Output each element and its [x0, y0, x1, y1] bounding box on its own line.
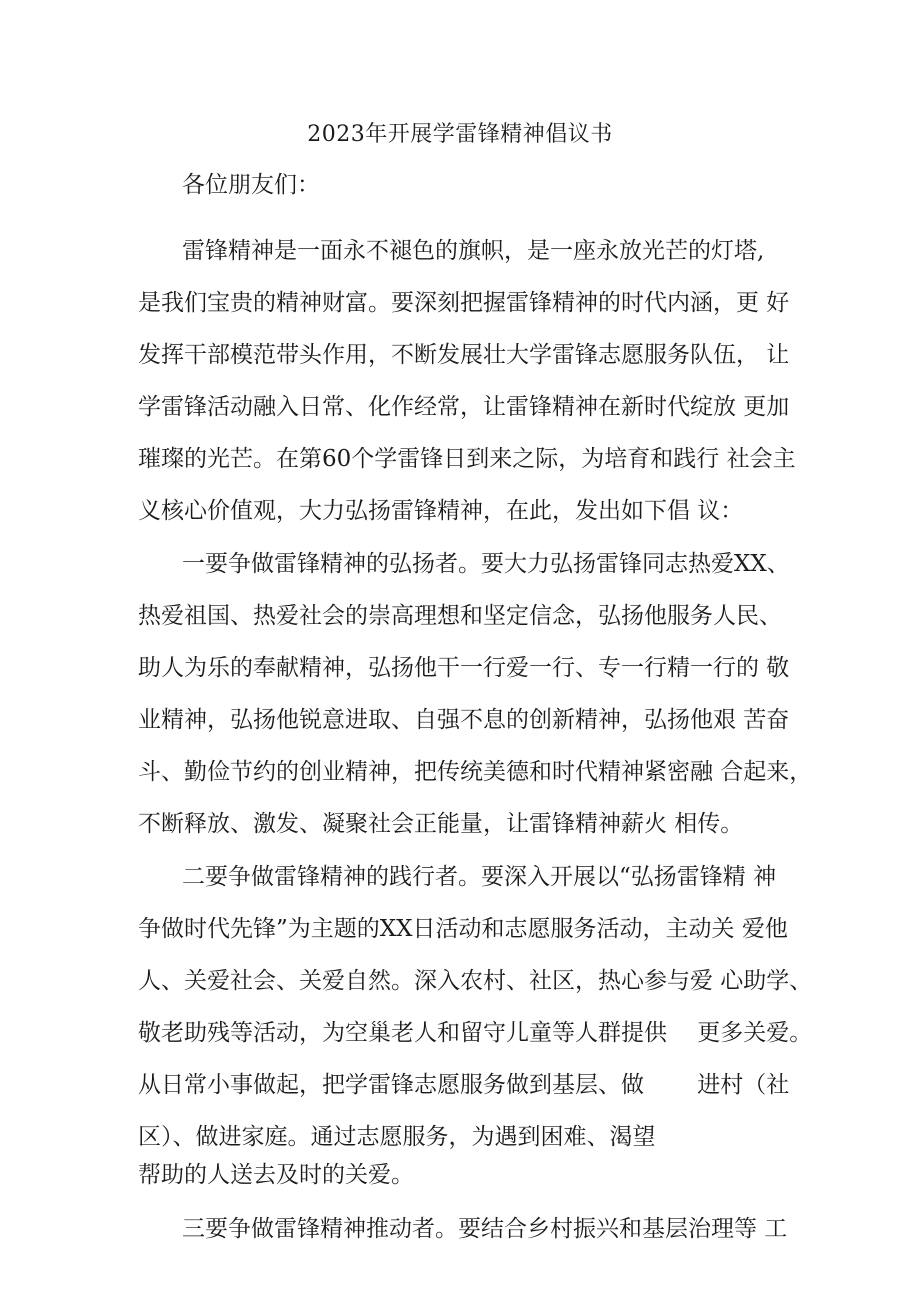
paragraph-line: 发挥干部模范带头作用，不断发展壮大学雷锋志愿服务队伍， 让 [138, 342, 790, 368]
paragraph-line: 业精神，弘扬他锐意进取、自强不息的创新精神，弘扬他艰 苦奋 [138, 707, 790, 733]
paragraph-line: 二要争做雷锋精神的践行者。要深入开展以“弘扬雷锋精 神 [182, 864, 777, 890]
paragraph-line: 是我们宝贵的精神财富。要深刻把握雷锋精神的时代内涵，更 好 [138, 290, 790, 316]
paragraph-line: 人、关爱社会、关爱自然。深入农村、社区，热心参与爱 心助学、 [138, 968, 813, 994]
paragraph-line: 敬老助残等活动，为空巢老人和留守儿童等人群提供 更多关爱。 [138, 1020, 813, 1046]
paragraph-line: 热爱祖国、热爱社会的崇高理想和坚定信念，弘扬他服务人民、 [138, 603, 782, 629]
paragraph-line: 斗、勤俭节约的创业精神，把传统美德和时代精神紧密融 合起来， [138, 759, 813, 785]
paragraph-line: 三要争做雷锋精神推动者。要结合乡村振兴和基层治理等 工 [182, 1216, 788, 1242]
paragraph-line: 帮助的人送去及时的关爱。 [138, 1162, 414, 1188]
document-title: 2023年开展学雷锋精神倡议书 [307, 122, 613, 147]
salutation: 各位朋友们： [182, 172, 320, 198]
paragraph-line: 学雷锋活动融入日常、化作经常，让雷锋精神在新时代绽放 更加 [138, 394, 790, 420]
paragraph-line: 争做时代先锋”为主题的XX日活动和志愿服务活动，主动关 爱他 [138, 916, 788, 942]
paragraph-line: 不断释放、激发、凝聚社会正能量，让雷锋精神薪火 相传。 [138, 811, 744, 837]
paragraph-line: 从日常小事做起，把学雷锋志愿服务做到基层、做 进村（社 [138, 1072, 790, 1098]
paragraph-line: 区）、做进家庭。通过志愿服务，为遇到困难、渴望 [138, 1124, 656, 1150]
paragraph-line: 璀璨的光芒。在第60个学雷锋日到来之际，为培育和践行 社会主 [138, 446, 796, 472]
paragraph-line: 义核心价值观，大力弘扬雷锋精神，在此，发出如下倡 议： [138, 498, 744, 524]
paragraph-line: 雷锋精神是一面永不褪色的旗帜，是一座永放光芒的灯塔, [182, 238, 765, 264]
paragraph-line: 助人为乐的奉献精神，弘扬他干一行爱一行、专一行精一行的 敬 [138, 655, 790, 681]
paragraph-line: 一要争做雷锋精神的弘扬者。要大力弘扬雷锋同志热爱XX、 [182, 551, 790, 577]
